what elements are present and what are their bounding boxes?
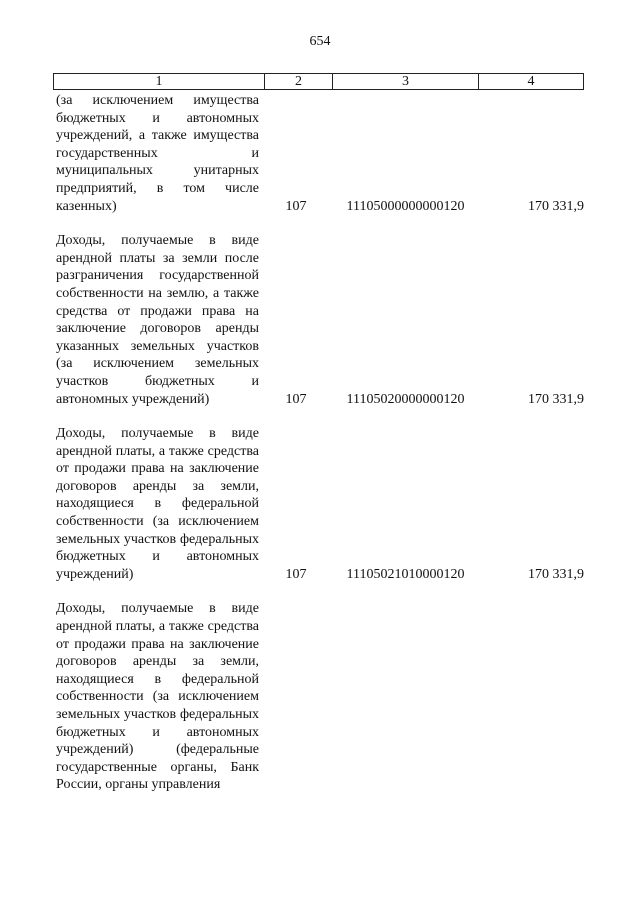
row-budget-code: 11105021010000120 bbox=[346, 566, 465, 582]
row-description: Доходы, получаемые в виде арендной платы за земли после разграничения государственной собственности на землю, а также средства от продажи права на заключение договоров аренды указанных земельных участков (за исключением земельных участков бюджетных и автономных учреждений) bbox=[56, 233, 259, 407]
row-description: Доходы, получаемые в виде арендной платы, а также средства от продажи права на заключение договоров аренды за земли, находящиеся в федеральной собственности (за исключением земельных участков федеральных бюджетных и автономных учреждений) bbox=[56, 426, 259, 582]
header-col-3: 3 bbox=[333, 74, 479, 89]
header-col-1: 1 bbox=[54, 74, 265, 89]
page-number: 654 bbox=[309, 34, 331, 49]
row-admin-code: 107 bbox=[285, 391, 307, 407]
table-row bbox=[56, 425, 586, 583]
row-description: (за исключением имущества бюджетных и автономных учреждений, а также имущества государственных и муниципальных унитарных предприятий, в том числе казенных) bbox=[56, 93, 259, 214]
table-row bbox=[56, 92, 586, 215]
row-admin-code: 107 bbox=[285, 198, 307, 214]
row-amount: 170 331,9 bbox=[528, 391, 584, 407]
row-amount: 170 331,9 bbox=[528, 566, 584, 582]
table-header-row bbox=[53, 73, 584, 90]
table-body bbox=[56, 92, 586, 811]
table-row bbox=[56, 232, 586, 408]
header-col-4: 4 bbox=[527, 74, 535, 89]
row-description: Доходы, получаемые в виде арендной платы, а также средства от продажи права на заключение договоров аренды за земли, находящиеся в федеральной собственности (за исключением земельных участков федеральных бюджетных и автономных учреждений) (федеральные государственные органы, Банк России, органы управления bbox=[56, 601, 259, 793]
header-col-2: 2 bbox=[265, 74, 333, 89]
row-budget-code: 11105000000000120 bbox=[346, 198, 465, 214]
row-amount: 170 331,9 bbox=[528, 198, 584, 214]
table-row bbox=[56, 600, 586, 794]
row-budget-code: 11105020000000120 bbox=[346, 391, 465, 407]
row-admin-code: 107 bbox=[285, 566, 307, 582]
